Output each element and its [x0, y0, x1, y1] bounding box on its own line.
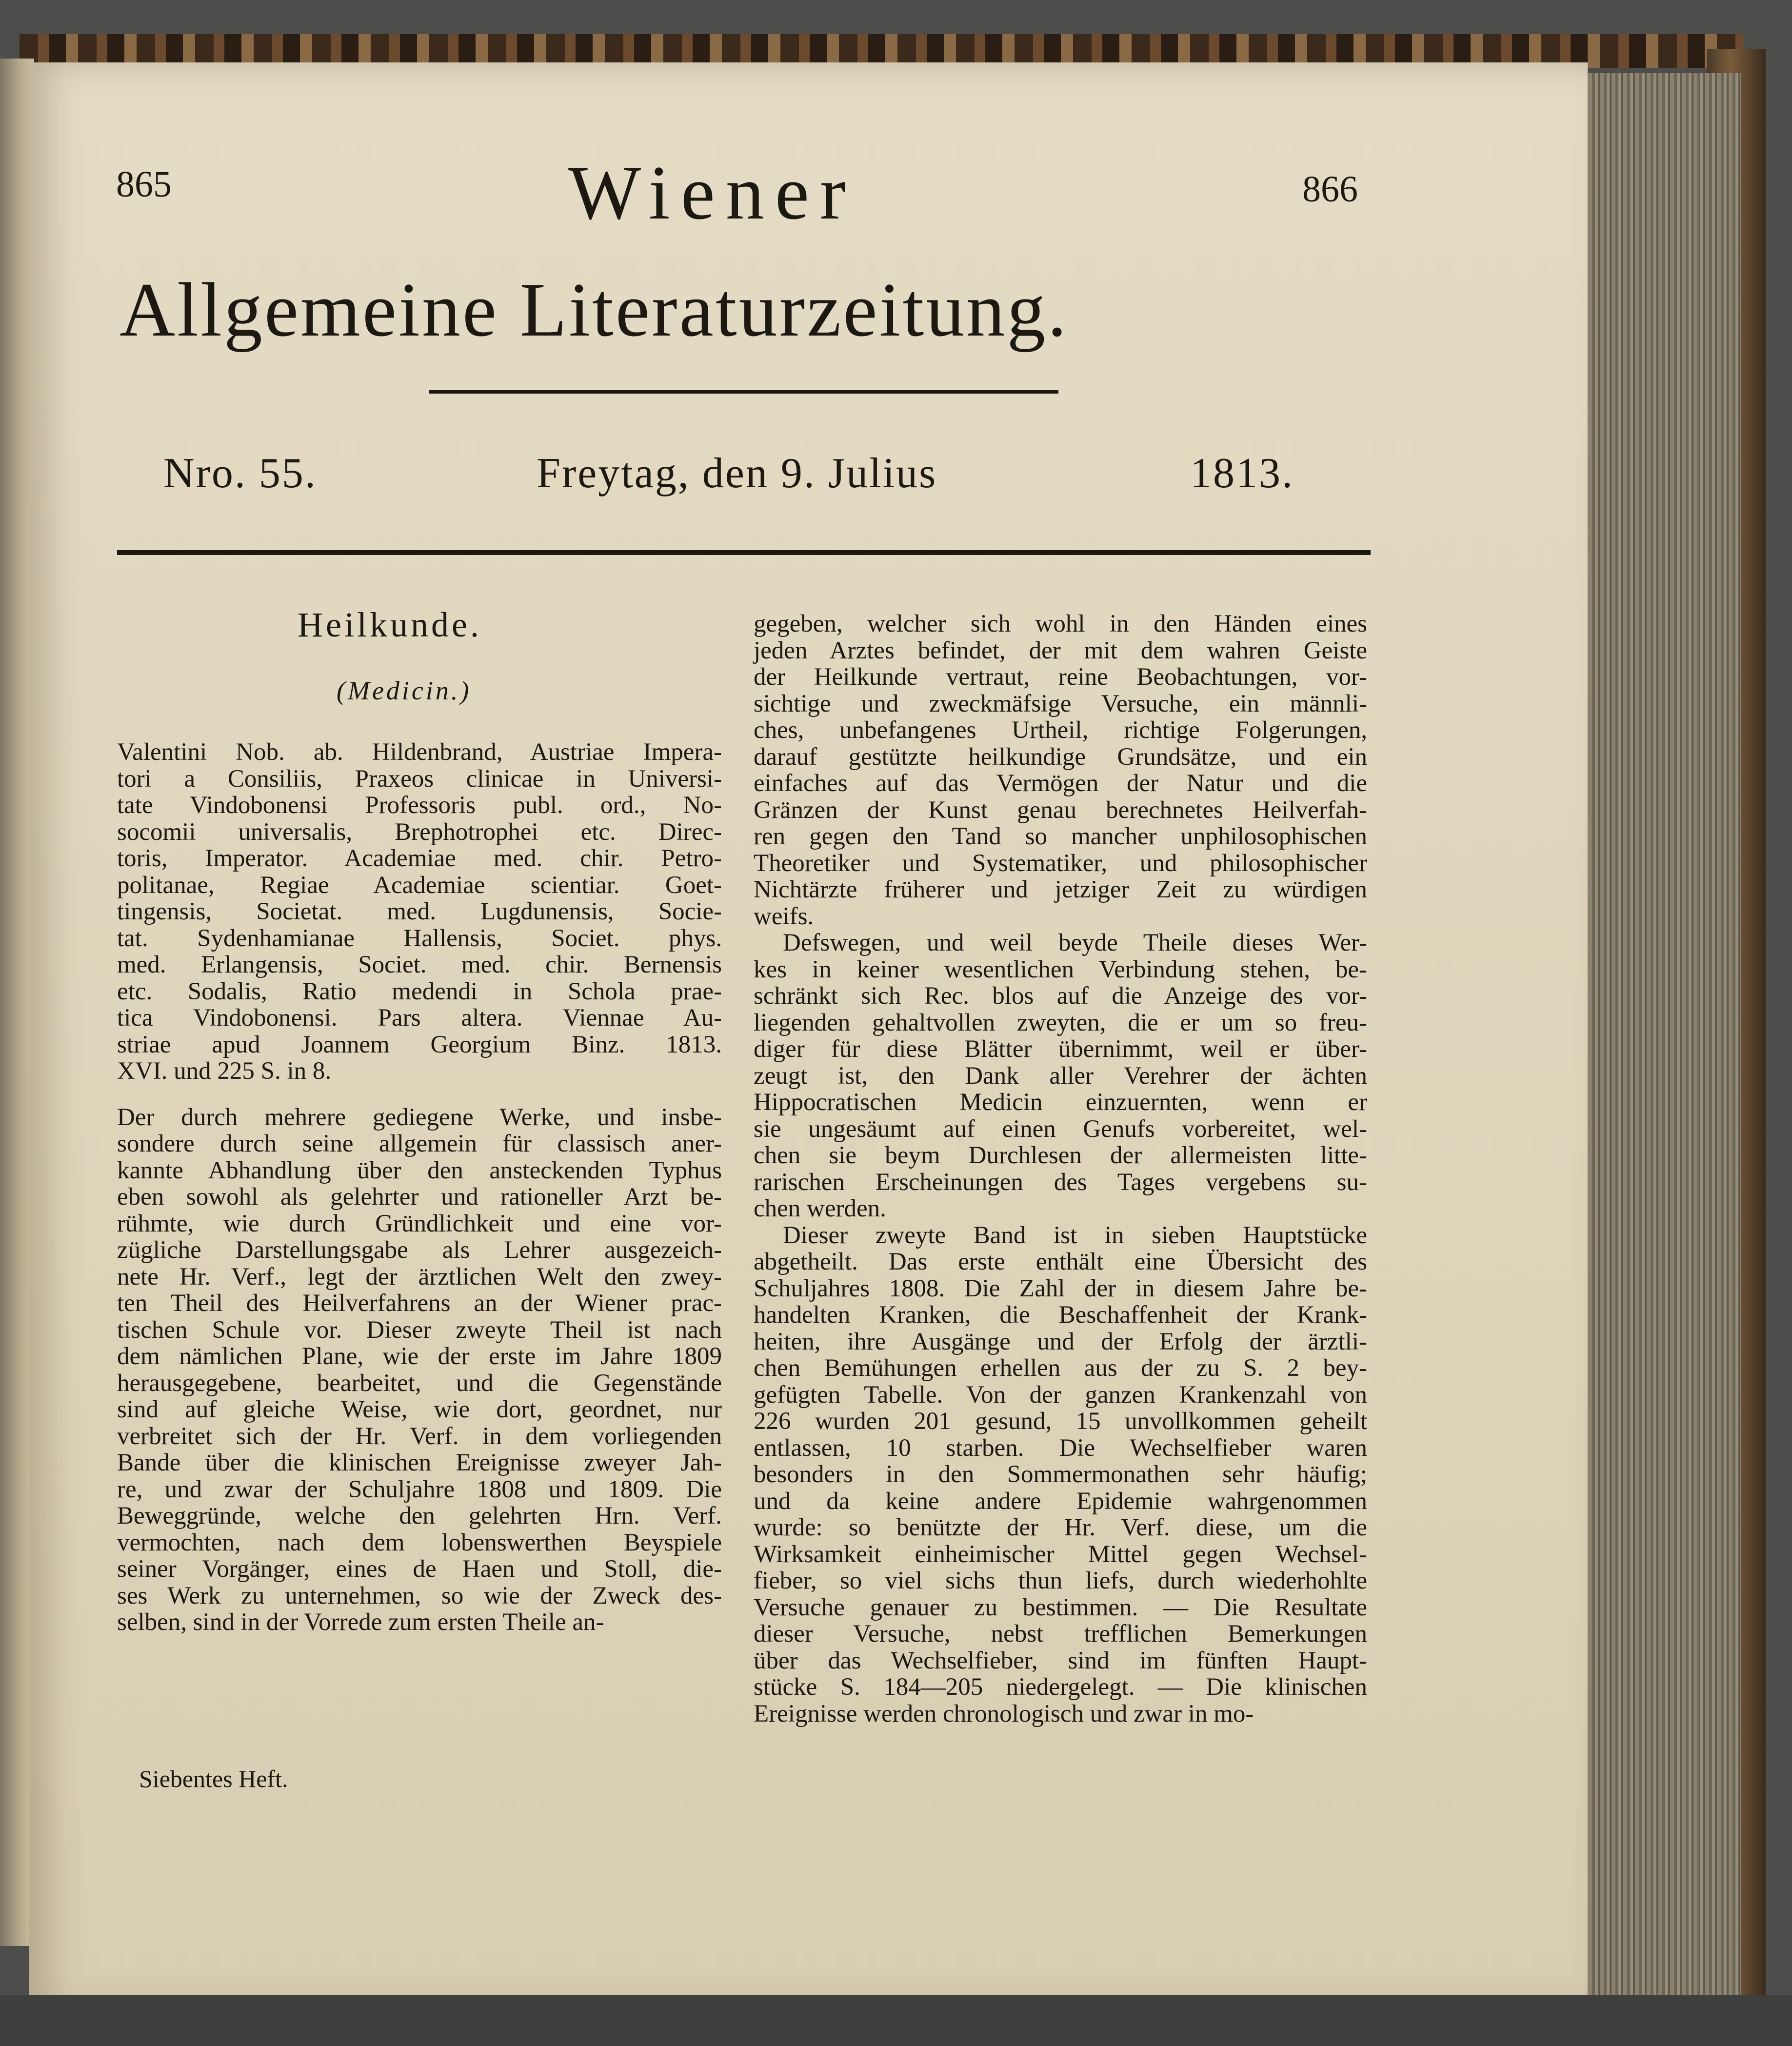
text-line: Wirksamkeit einheimischer Mittel gegen Wechsel- — [754, 1540, 1367, 1568]
header-rule — [117, 550, 1371, 555]
text-line: der Heilkunde vertraut, reine Beobachtungen, vor- — [754, 663, 1367, 691]
text-line: sondere durch seine allgemein für classisch aner- — [117, 1130, 722, 1157]
issue-year: 1813. — [1190, 450, 1294, 497]
text-line: dieser Versuche, nebst trefflichen Bemerkungen — [754, 1620, 1367, 1648]
text-line: tori a Consiliis, Praxeos clinicae in Universi- — [117, 765, 722, 793]
text-line: politanae, Regiae Academiae scientiar. Goet- — [117, 871, 722, 899]
text-line: Der durch mehrere gediegene Werke, und insbe- — [117, 1103, 722, 1131]
masthead-title-line2: Allgemeine Literaturzeitung. — [119, 267, 1069, 353]
text-line: gegeben, welcher sich wohl in den Händen eines — [754, 610, 1367, 637]
text-line: entlassen, 10 starben. Die Wechselfieber waren — [754, 1434, 1367, 1462]
text-line: sind auf gleiche Weise, wie dort, geordnet, nur — [117, 1396, 722, 1423]
issue-date: Freytag, den 9. Julius — [537, 450, 937, 497]
text-line: abgetheilt. Das erste enthält eine Übersicht des — [754, 1248, 1367, 1275]
text-line: tate Vindobonensi Professoris publ. ord., No- — [117, 792, 722, 819]
text-line: wurde: so benützte der Hr. Verf. diese, um die — [754, 1514, 1367, 1541]
text-line: Versuche genauer zu bestimmen. — Die Resultate — [754, 1593, 1367, 1621]
text-line: besonders in den Sommermonathen sehr häufig; — [754, 1461, 1367, 1488]
text-line: Theoretiker und Systematiker, und philosophischer — [754, 849, 1367, 877]
text-line: schränkt sich Rec. blos auf die Anzeige des vor- — [754, 982, 1367, 1010]
text-line: vermochten, nach dem lobenswerthen Beyspiele — [117, 1529, 722, 1556]
text-line: Hippocratischen Medicin einzuernten, wenn er — [754, 1089, 1367, 1116]
text-line: toris, Imperator. Academiae med. chir. Petro- — [117, 845, 722, 872]
text-line: dem nämlichen Plane, wie der erste im Jahre 1809 — [117, 1343, 722, 1370]
text-line: darauf gestützte heilkundige Grundsätze, und ein — [754, 743, 1367, 771]
text-line: striae apud Joannem Georgium Binz. 1813. — [117, 1031, 722, 1058]
text-line: kes in keiner wesentlichen Verbindung stehen, be- — [754, 955, 1367, 983]
text-line: einfaches auf das Vermögen der Natur und die — [754, 770, 1367, 797]
text-line: selben, sind in der Vorrede zum ersten Theile an- — [117, 1609, 604, 1636]
page-number-right: 866 — [1302, 169, 1358, 210]
section-heading: Heilkunde. — [298, 605, 482, 644]
text-line: über das Wechselfieber, sind im fünften Haupt- — [754, 1647, 1367, 1674]
text-line: zeugt ist, den Dank aller Verehrer der ächten — [754, 1062, 1367, 1090]
text-line: und da keine andere Epidemie wahrgenommen — [754, 1487, 1367, 1515]
text-line: jeden Arztes befindet, der mit dem wahren Geiste — [754, 636, 1367, 664]
text-line: Gränzen der Kunst genau berechnetes Heilverfah- — [754, 796, 1367, 824]
text-line: chen werden. — [754, 1195, 886, 1222]
text-line: chen Bemühungen erhellen aus der zu S. 2 bey- — [754, 1354, 1367, 1382]
text-line: diger für diese Blätter übernimmt, weil er über- — [754, 1035, 1367, 1063]
masthead-title-line1: Wiener — [568, 150, 856, 236]
text-line: sie ungesäumt auf einen Genufs vorbereitet, wel- — [754, 1115, 1367, 1143]
text-line: re, und zwar der Schuljahre 1808 und 1809. Die — [117, 1475, 722, 1503]
text-line: heiten, ihre Ausgänge und der Erfolg der ärztli- — [754, 1328, 1367, 1355]
text-line: fieber, so viel sichs thun liefs, durch wiederhohlte — [754, 1567, 1367, 1594]
text-line: Defswegen, und weil beyde Theile dieses Wer- — [783, 929, 1367, 956]
text-line: chen sie beym Durchlesen der allermeisten litte- — [754, 1142, 1367, 1169]
text-line: Ereignisse werden chronologisch und zwar in mo- — [754, 1700, 1254, 1728]
text-line: liegenden gehaltvollen zweyten, die er um so freu- — [754, 1009, 1367, 1036]
text-line: tica Vindobonensi. Pars altera. Viennae Au- — [117, 1004, 722, 1032]
issue-number: Nro. 55. — [163, 450, 317, 497]
text-line: XVI. und 225 S. in 8. — [117, 1057, 332, 1085]
text-line: etc. Sodalis, Ratio medendi in Schola prae- — [117, 977, 722, 1005]
text-line: eben sowohl als gelehrter und rationeller Arzt be- — [117, 1183, 722, 1211]
text-line: seiner Vorgänger, eines de Haen und Stoll, die- — [117, 1555, 722, 1583]
text-line: zügliche Darstellungsgabe als Lehrer ausgezeich- — [117, 1236, 722, 1264]
text-line: ten Theil des Heilverfahrens an der Wiener prac- — [117, 1290, 722, 1317]
text-line: Schuljahres 1808. Die Zahl der in diesem Jahre be- — [754, 1274, 1367, 1302]
masthead-rule — [429, 390, 1058, 394]
text-line: kannte Abhandlung über den ansteckenden Typhus — [117, 1156, 722, 1184]
text-line: rarischen Erscheinungen des Tages vergebens su- — [754, 1168, 1367, 1196]
text-line: Valentini Nob. ab. Hildenbrand, Austriae Impera- — [117, 738, 722, 766]
text-line: Bande über die klinischen Ereignisse zweyer Jah- — [117, 1449, 722, 1476]
text-line: Nichtärzte früherer und jetziger Zeit zu würdigen — [754, 876, 1367, 903]
text-line: Beweggründe, welche den gelehrten Hrn. Verf. — [117, 1502, 722, 1530]
text-line: herausgegebene, bearbeitet, und die Gegenstände — [117, 1369, 722, 1397]
text-line: rühmte, wie durch Gründlichkeit und eine vor- — [117, 1210, 722, 1237]
text-line: tat. Sydenhamianae Hallensis, Societ. phys. — [117, 924, 722, 952]
text-line: Dieser zweyte Band ist in sieben Hauptstücke — [783, 1221, 1367, 1249]
text-line: ses Werk zu unternehmen, so wie der Zweck des- — [117, 1582, 722, 1609]
text-line: tingensis, Societat. med. Lugdunensis, Socie- — [117, 898, 722, 925]
text-line: tischen Schule vor. Dieser zweyte Theil ist nach — [117, 1316, 722, 1344]
text-line: sichtige und zweckmäfsige Versuche, ein männli- — [754, 690, 1367, 717]
text-line: nete Hr. Verf., legt der ärztlichen Welt den zwey- — [117, 1263, 722, 1291]
right-column — [754, 611, 1367, 1727]
text-line: handelten Kranken, die Beschaffenheit der Krank- — [754, 1301, 1367, 1329]
section-subheading: (Medicin.) — [337, 676, 472, 705]
left-column — [117, 739, 722, 1636]
page-number-left: 865 — [116, 164, 172, 205]
text-line: ches, unbefangenes Urtheil, richtige Folgerungen, — [754, 716, 1367, 744]
text-line: stücke S. 184—205 niedergelegt. — Die klinischen — [754, 1673, 1367, 1701]
text-line: socomii universalis, Brephotrophei etc. Direc- — [117, 818, 722, 846]
signature-mark: Siebentes Heft. — [139, 1765, 288, 1792]
text-line: 226 wurden 201 gesund, 15 unvollkommen geheilt — [754, 1408, 1367, 1435]
text-line: weifs. — [754, 902, 814, 930]
text-line: ren gegen den Tand so mancher unphilosophischen — [754, 823, 1367, 850]
text-line: gefügten Tabelle. Von der ganzen Krankenzahl von — [754, 1381, 1367, 1409]
page-fore-edge — [1580, 73, 1741, 2007]
text-line: med. Erlangensis, Societ. med. chir. Bernensis — [117, 951, 722, 978]
scan-bottom — [0, 1995, 1792, 2046]
text-line: verbreitet sich der Hr. Verf. in dem vorliegenden — [117, 1422, 722, 1450]
